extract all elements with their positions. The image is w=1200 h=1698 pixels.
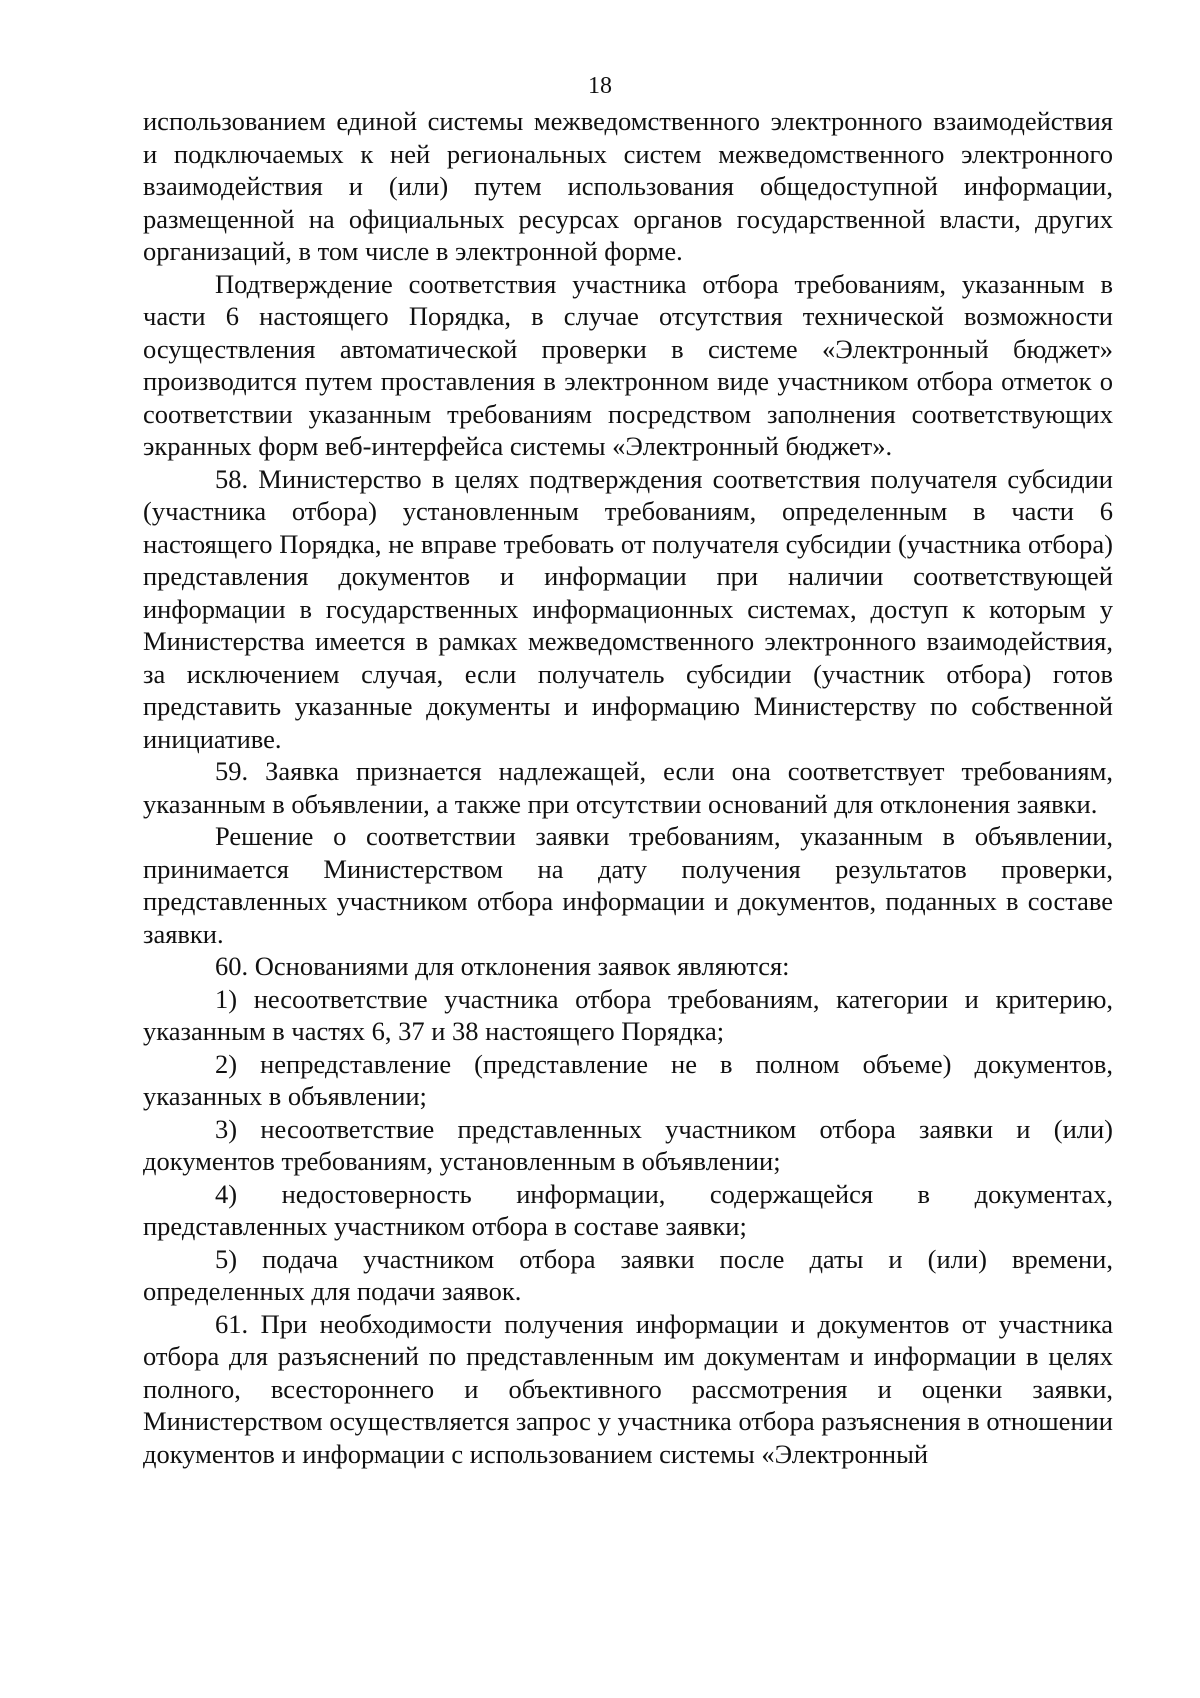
paragraph-58: 58. Министерство в целях подтверждения соответствия получателя субсидии (участника отбора) установленным требованиям, определенным в части 6 настоящего Порядка, не вправе требовать от получателя субсидии (участника отбора) представления документов и информации при наличии соответствующей информации в государственных информационных системах, доступ к которым у Министерства имеется в рамках межведомственного электронного взаимодействия, за исключением случая, если получатель субсидии (участник отбора) готов представить указанные документы и информацию Министерству по собственной инициативе. — [143, 463, 1113, 754]
document-body — [143, 105, 1113, 1470]
page-number: 18 — [588, 73, 612, 99]
paragraph-60: 60. Основаниями для отклонения заявок являются: — [215, 951, 790, 981]
paragraph-confirmation: Подтверждение соответствия участника отбора требованиям, указанным в части 6 настоящего Порядка, в случае отсутствия технической возможности осуществления автоматической проверки в системе «Электронный бюджет» производится путем проставления в электронном виде участником отбора отметок о соответствии указанным требованиям посредством заполнения соответствующих экранных форм веб-интерфейса системы «Электронный бюджет». — [143, 268, 1113, 461]
paragraph-61: 61. При необходимости получения информации и документов от участника отбора для разъяснений по представленным им документам и информации в целях полного, всестороннего и объективного рассмотрения и оценки заявки, Министерством осуществляется запрос у участника отбора разъяснения в отношении документов и информации с использованием системы «Электронный — [143, 1308, 1113, 1469]
list-item-2: 2) непредставление (представление не в полном объеме) документов, указанных в объявлении; — [143, 1048, 1113, 1111]
list-item-5: 5) подача участником отбора заявки после даты и (или) времени, определенных для подачи заявок. — [143, 1243, 1113, 1306]
list-item-3: 3) несоответствие представленных участником отбора заявки и (или) документов требованиям, установленным в объявлении; — [143, 1113, 1113, 1176]
list-item-1: 1) несоответствие участника отбора требованиям, категории и критерию, указанным в частях 6, 37 и 38 настоящего Порядка; — [143, 983, 1113, 1046]
paragraph-decision: Решение о соответствии заявки требованиям, указанным в объявлении, принимается Министерством на дату получения результатов проверки, представленных участником отбора информации и документов, поданных в составе заявки. — [143, 821, 1113, 949]
list-item-4: 4) недостоверность информации, содержащейся в документах, представленных участником отбора в составе заявки; — [143, 1178, 1113, 1241]
paragraph-continuation: использованием единой системы межведомственного электронного взаимодействия и подключаемых к ней региональных систем межведомственного электронного взаимодействия и (или) путем использования общедоступной информации, размещенной на официальных ресурсах органов государственной власти, других организаций, в том числе в электронной форме. — [143, 106, 1113, 266]
paragraph-59: 59. Заявка признается надлежащей, если она соответствует требованиям, указанным в объявлении, а также при отсутствии оснований для отклонения заявки. — [143, 756, 1113, 819]
